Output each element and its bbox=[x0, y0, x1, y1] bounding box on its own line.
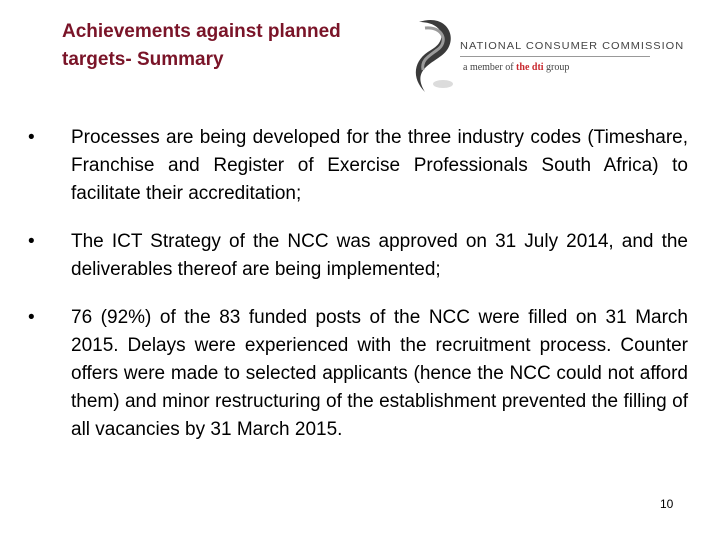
bullet-marker: • bbox=[28, 231, 35, 252]
slide-title-line-1: Achievements against planned bbox=[62, 21, 341, 42]
bullet-text: The ICT Strategy of the NCC was approved on 31 July 2014, and the deliverables thereof are being implemented; bbox=[71, 231, 688, 280]
bullet-item bbox=[28, 124, 688, 208]
logo-divider bbox=[460, 56, 650, 57]
logo-swirl-icon bbox=[405, 12, 465, 100]
bullet-text: 76 (92%) of the 83 funded posts of the NCC were filled on 31 March 2015. Delays were experienced with the recruitment process. Counter offers were made to selected applicants (hence the NCC could not afford them) and minor restructuring of the establishment prevented the filling of all vacancies by 31 March 2015. bbox=[71, 307, 688, 440]
slide-title bbox=[62, 18, 442, 74]
bullet-item bbox=[28, 228, 688, 284]
page-number: 10 bbox=[660, 497, 674, 511]
ncc-logo bbox=[405, 12, 710, 100]
logo-organisation-name: NATIONAL CONSUMER COMMISSION bbox=[460, 40, 685, 52]
bullet-marker: • bbox=[28, 127, 35, 148]
logo-tagline-prefix: a member of bbox=[463, 62, 514, 73]
logo-tagline-accent: the dti bbox=[516, 62, 544, 73]
bullet-item bbox=[28, 304, 688, 444]
logo-tagline bbox=[463, 62, 569, 73]
logo-tagline-suffix: group bbox=[546, 62, 570, 73]
bullet-text: Processes are being developed for the three industry codes (Timeshare, Franchise and Register of Exercise Professionals South Africa) to facilitate their accreditation; bbox=[71, 127, 688, 204]
slide-title-line-2: targets- Summary bbox=[62, 49, 224, 70]
bullet-marker: • bbox=[28, 307, 35, 328]
bullet-list bbox=[28, 124, 688, 464]
